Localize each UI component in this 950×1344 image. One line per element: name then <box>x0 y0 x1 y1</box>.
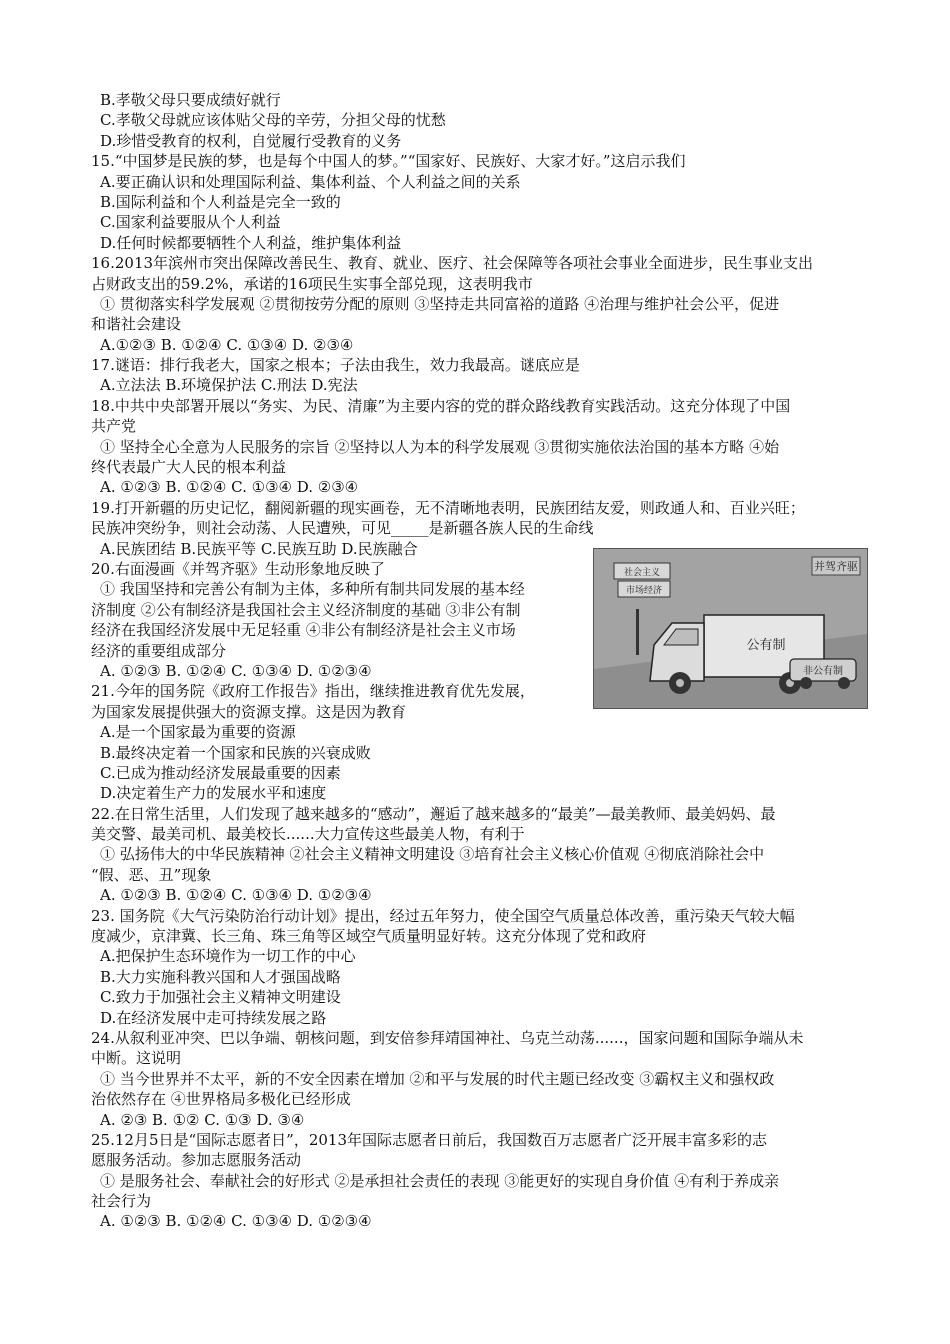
q17-stem: 17.谜语：排行我老大，国家之根本；子法由我生，效力我最高。谜底应是 <box>91 356 580 375</box>
q21-stem-line1: 21.今年的国务院《政府工作报告》指出，继续推进教育优先发展， <box>91 682 535 701</box>
q18-stem-line2: 共产党 <box>91 417 137 436</box>
q18-stem-line1: 18.中共中央部署开展以“务实、为民、清廉”为主要内容的党的群众路线教育实践活动。这充分体现了中国 <box>91 396 791 415</box>
q16-stem-line1: 16.2013年滨州市突出保障改善民生、教育、就业、医疗、社会保障等各项社会事业全面进步，民生事业支出 <box>91 254 814 273</box>
car-wheel-front <box>800 677 812 689</box>
q24-items-line1: ① 当今世界并不太平，新的不安全因素在增加 ②和平与发展的时代主题已经改变 ③霸权主义和强权政 <box>100 1069 775 1088</box>
q23-option-c: C.致力于加强社会主义精神文明建设 <box>100 988 341 1007</box>
q20-items-line4: 经济的重要组成部分 <box>91 641 227 660</box>
q24-stem-line2: 中断。这说明 <box>91 1049 182 1068</box>
cartoon-illustration <box>593 548 868 709</box>
q22-items-line2: “假、恶、丑”现象 <box>91 865 212 884</box>
q18-choices: A. ①②③ B. ①②④ C. ①③④ D. ②③④ <box>100 478 359 497</box>
q15-stem: 15.“中国梦是民族的梦，也是每个中国人的梦。”“国家好、民族好、大家才好。”这启示我们 <box>91 152 686 171</box>
q24-stem-line1: 24.从叙利亚冲突、巴以争端、朝核问题，到安倍参拜靖国神社、乌克兰动荡......，国家问题和国际争端从未 <box>91 1028 804 1047</box>
q19-stem-line1: 19.打开新疆的历史记忆，翻阅新疆的现实画卷，无不清晰地表明，民族团结友爱，则政通人和、百业兴旺； <box>91 498 805 517</box>
q18-items-line2: 终代表最广大人民的根本利益 <box>91 458 287 477</box>
q23-option-a: A.把保护生态环境作为一切工作的中心 <box>100 947 356 966</box>
q25-items-line2: 社会行为 <box>91 1192 152 1211</box>
q21-stem-line2: 为国家发展提供强大的资源支撑。这是因为教育 <box>91 702 407 721</box>
q21-option-d: D.决定着生产力的发展水平和速度 <box>100 784 327 803</box>
q20-items-line2: 济制度 ②公有制经济是我国社会主义经济制度的基础 ③非公有制 <box>91 600 521 619</box>
cartoon-drawing <box>594 549 867 708</box>
q24-items-line2: 治依然存在 ④世界格局多极化已经形成 <box>91 1090 351 1109</box>
q21-option-a: A.是一个国家最为重要的资源 <box>100 723 296 742</box>
q15-option-a: A.要正确认识和处理国际利益、集体利益、个人利益之间的关系 <box>100 172 521 191</box>
q16-choices: A.①②③ B. ①②④ C. ①③④ D. ②③④ <box>100 335 354 354</box>
q19-choices: A.民族团结 B.民族平等 C.民族互助 D.民族融合 <box>100 539 418 558</box>
sign-text-1: 社会主义 <box>623 568 661 578</box>
q16-items-line2: 和谐社会建设 <box>91 315 182 334</box>
q23-option-b: B.大力实施科教兴国和人才强国战略 <box>100 967 341 986</box>
q25-stem-line2: 愿服务活动。参加志愿服务活动 <box>91 1151 302 1170</box>
q23-option-d: D.在经济发展中走可持续发展之路 <box>100 1008 327 1027</box>
q14-option-c: C.孝敬父母就应该体贴父母的辛劳，分担父母的忧愁 <box>100 111 446 130</box>
q22-stem-line1: 22.在日常生活里，人们发现了越来越多的“感动”，邂逅了越来越多的“最美”—最美教师、最美妈妈、最 <box>91 804 776 823</box>
q25-stem-line1: 25.12月5日是“国际志愿者日”，2013年国际志愿者日前后，我国数百万志愿者广泛开展丰富多彩的志 <box>91 1130 768 1149</box>
truck-label: 公有制 <box>746 638 786 653</box>
q15-option-c: C.国家利益要服从个人利益 <box>100 213 281 232</box>
q17-choices: A.立法法 B.环境保护法 C.刑法 D.宪法 <box>100 376 358 395</box>
car-label: 非公有制 <box>803 666 843 677</box>
car-wheel-rear <box>838 677 850 689</box>
q16-items-line1: ① 贯彻落实科学发展观 ②贯彻按劳分配的原则 ③坚持走共同富裕的道路 ④治理与维护社会公平，促进 <box>100 294 780 313</box>
q24-choices: A. ②③ B. ①② C. ①③ D. ③④ <box>100 1110 305 1129</box>
q25-choices: A. ①②③ B. ①②④ C. ①③④ D. ①②③④ <box>100 1212 372 1231</box>
q20-stem: 20.右面漫画《并驾齐驱》生动形象地反映了 <box>91 559 385 578</box>
q22-items-line1: ① 弘扬伟大的中华民族精神 ②社会主义精神文明建设 ③培育社会主义核心价值观 ④彻底消除社会中 <box>100 845 765 864</box>
q14-option-d: D.珍惜受教育的权利，自觉履行受教育的义务 <box>100 131 402 150</box>
q23-stem-line2: 度减少，京津冀、长三角、珠三角等区域空气质量明显好转。这充分体现了党和政府 <box>91 927 647 946</box>
q23-stem-line1: 23. 国务院《大气污染防治行动计划》提出，经过五年努力，使全国空气质量总体改善，重污染天气较大幅 <box>91 906 795 925</box>
q20-choices: A. ①②③ B. ①②④ C. ①③④ D. ①②③④ <box>100 661 372 680</box>
q15-option-b: B.国际利益和个人利益是完全一致的 <box>100 192 341 211</box>
q21-option-c: C.已成为推动经济发展最重要的因素 <box>100 763 341 782</box>
sign-text-2: 市场经济 <box>625 586 663 596</box>
q22-stem-line2: 美交警、最美司机、最美校长......大力宣传这些最美人物，有利于 <box>91 825 525 844</box>
q19-stem-line2: 民族冲突纷争，则社会动荡、人民遭殃，可见_____是新疆各族人民的生命线 <box>91 519 594 538</box>
q14-option-b: B.孝敬父母只要成绩好就行 <box>100 91 281 109</box>
sign-pole <box>636 609 639 655</box>
cartoon-title: 并驾齐驱 <box>814 560 858 573</box>
truck-hub-front <box>676 679 684 687</box>
q16-stem-line2: 占财政支出的59.2%，承诺的16项民生实事全部兑现，这表明我市 <box>91 274 533 293</box>
q21-option-b: B.最终决定着一个国家和民族的兴衰成败 <box>100 743 371 762</box>
q15-option-d: D.任何时候都要牺牲个人利益，维护集体利益 <box>100 233 402 252</box>
q22-choices: A. ①②③ B. ①②④ C. ①③④ D. ①②③④ <box>100 886 372 905</box>
q20-items-line3: 经济在我国经济发展中无足轻重 ④非公有制经济是社会主义市场 <box>91 621 516 640</box>
q25-items-line1: ① 是服务社会、奉献社会的好形式 ②是承担社会责任的表现 ③能更好的实现自身价值 ④有利于养成亲 <box>100 1171 780 1190</box>
q18-items-line1: ① 坚持全心全意为人民服务的宗旨 ②坚持以人为本的科学发展观 ③贯彻实施依法治国的基本方略 ④始 <box>100 437 780 456</box>
q20-items-line1: ① 我国坚持和完善公有制为主体，多种所有制共同发展的基本经 <box>100 580 525 599</box>
